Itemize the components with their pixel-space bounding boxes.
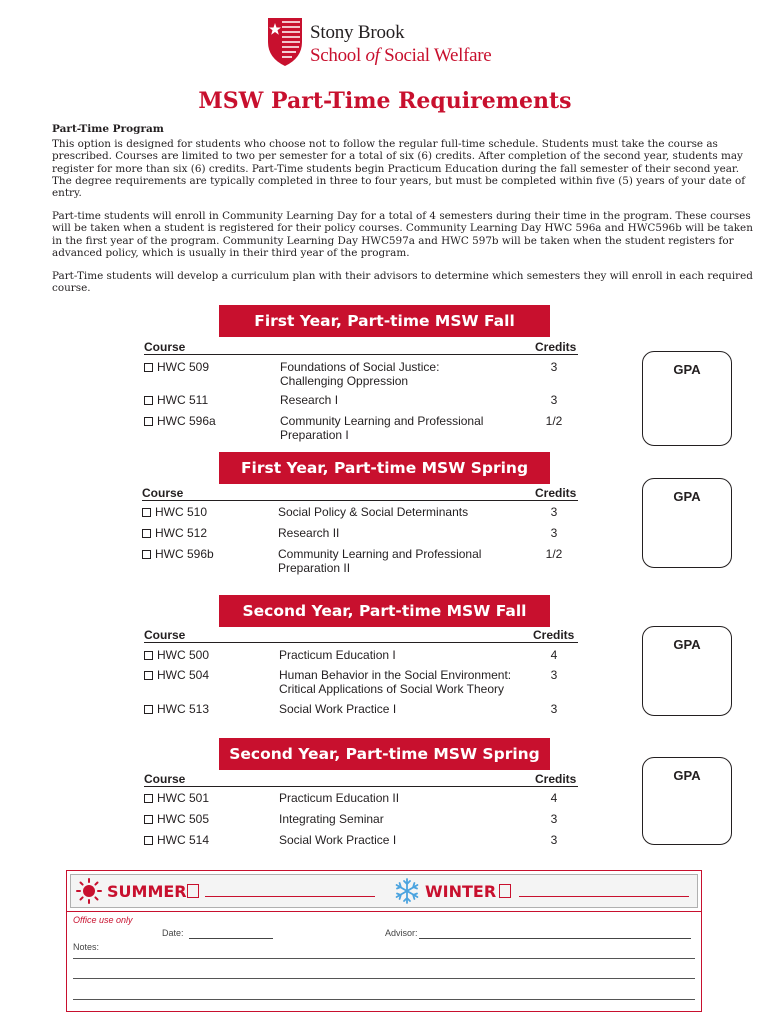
section-banner-first-year-spring: First Year, Part-time MSW Spring: [219, 452, 550, 484]
course-code-hwc-509[interactable]: HWC 509: [144, 361, 209, 375]
course-description: Practicum Education II: [279, 791, 400, 805]
logo-line-2: School of Social Welfare: [310, 45, 492, 66]
checkbox[interactable]: [144, 396, 153, 405]
gpa-box[interactable]: GPA: [642, 351, 732, 446]
course-credits: 3: [550, 702, 558, 716]
course-description: Practicum Education I: [279, 648, 396, 662]
course-credits: 3: [550, 360, 558, 374]
checkbox[interactable]: [144, 363, 153, 372]
gpa-box[interactable]: GPA: [642, 478, 732, 568]
header-divider: [142, 500, 578, 501]
header-divider: [144, 354, 578, 355]
checkbox[interactable]: [144, 794, 153, 803]
shield-logo-icon: [266, 16, 304, 68]
winter-checkbox[interactable]: [499, 884, 511, 898]
header-divider: [144, 642, 578, 643]
course-code-hwc-514[interactable]: HWC 514: [144, 834, 209, 848]
course-description: Community Learning and Professional Preparation II: [278, 547, 482, 575]
office-use-label: Office use only: [73, 915, 133, 925]
course-description: Integrating Seminar: [279, 812, 384, 826]
course-credits: 1/2: [545, 547, 563, 561]
advisor-field[interactable]: [419, 938, 691, 939]
checkbox[interactable]: [142, 508, 151, 517]
course-credits: 3: [550, 526, 558, 540]
course-description: Research I: [280, 393, 339, 407]
course-code-hwc-504[interactable]: HWC 504: [144, 669, 209, 683]
intro-text: [52, 123, 756, 305]
section-banner-second-year-spring: Second Year, Part-time MSW Spring: [219, 738, 550, 770]
page-title: MSW Part-Time Requirements: [198, 88, 572, 114]
summer-write-line[interactable]: [205, 896, 375, 897]
course-code-hwc-501[interactable]: HWC 501: [144, 792, 209, 806]
course-credits: 4: [550, 791, 558, 805]
checkbox[interactable]: [142, 529, 151, 538]
advisor-label: Advisor:: [385, 928, 418, 938]
checkbox[interactable]: [144, 417, 153, 426]
course-code-hwc-596a[interactable]: HWC 596a: [144, 415, 216, 429]
winter-label: WINTER: [425, 882, 497, 901]
course-description: Social Work Practice I: [279, 833, 397, 847]
checkbox[interactable]: [144, 836, 153, 845]
course-credits: 3: [550, 668, 558, 682]
course-description: Foundations of Social Justice: Challenging Oppression: [280, 360, 440, 388]
course-description: Social Work Practice I: [279, 702, 397, 716]
course-description: Research II: [278, 526, 340, 540]
credits-header: Credits: [535, 772, 577, 786]
checkbox[interactable]: [144, 651, 153, 660]
checkbox[interactable]: [144, 671, 153, 680]
date-label: Date:: [162, 928, 184, 938]
sun-icon: [75, 877, 103, 905]
course-credits: 4: [550, 648, 558, 662]
snowflake-icon: [393, 877, 421, 905]
summer-label: SUMMER: [107, 882, 187, 901]
intro-subheading: Part-Time Program: [52, 123, 164, 135]
course-credits: 3: [550, 393, 558, 407]
course-code-hwc-511[interactable]: HWC 511: [144, 394, 208, 408]
intro-paragraph-2: Part-time students will enroll in Community Learning Day for a total of 4 semesters during their time in the program. These courses will be taken when a student is registered for their policy courses. Community Learning Day HWC 596a and HWC596b will be taken in the first year of the program. Community Learning Day HWC597a and HWC 597b will be taken when the student registers for advanced policy, which is usually in their third year of the program.: [52, 210, 753, 259]
date-field[interactable]: [189, 938, 273, 939]
intro-paragraph-1: This option is designed for students who choose not to follow the regular full-time schedule. Students must take the course as prescribed. Courses are limited to two per semester for a total of six (6) credits. After completion of the second year, students may register for more than six (6) credits. Part-Time students begin Practicum Education during the fall semester of their second year. The degree requirements are typically completed in three to four years, but must be completed within five (5) years of your date of entry.: [52, 138, 746, 200]
course-credits: 3: [550, 833, 558, 847]
section-banner-second-year-fall: Second Year, Part-time MSW Fall: [219, 595, 550, 627]
course-code-hwc-596b[interactable]: HWC 596b: [142, 548, 214, 562]
course-header: Course: [144, 772, 186, 786]
course-header: Course: [144, 628, 186, 642]
course-description: Social Policy & Social Determinants: [278, 505, 469, 519]
notes-label: Notes:: [73, 942, 100, 952]
office-use-section: [66, 912, 702, 1012]
logo-line-1: Stony Brook: [310, 22, 405, 43]
course-credits: 3: [550, 812, 558, 826]
credits-header: Credits: [535, 486, 577, 500]
gpa-box[interactable]: GPA: [642, 757, 732, 845]
course-code-hwc-500[interactable]: HWC 500: [144, 649, 209, 663]
credits-header: Credits: [533, 628, 575, 642]
notes-line[interactable]: [73, 978, 695, 979]
course-description: Community Learning and Professional Preparation I: [280, 414, 484, 442]
course-code-hwc-505[interactable]: HWC 505: [144, 813, 209, 827]
course-description: Human Behavior in the Social Environment: Critical Applications of Social Work Theory: [279, 668, 512, 696]
checkbox[interactable]: [142, 550, 151, 559]
course-code-hwc-513[interactable]: HWC 513: [144, 703, 209, 717]
header-divider: [144, 786, 578, 787]
notes-line[interactable]: [73, 999, 695, 1000]
course-code-hwc-512[interactable]: HWC 512: [142, 527, 207, 541]
checkbox[interactable]: [144, 815, 153, 824]
course-credits: 1/2: [545, 414, 563, 428]
summer-checkbox[interactable]: [187, 884, 199, 898]
gpa-box[interactable]: GPA: [642, 626, 732, 716]
course-credits: 3: [550, 505, 558, 519]
credits-header: Credits: [535, 340, 577, 354]
term-selection-bar: [66, 870, 702, 912]
school-logo: [266, 16, 526, 72]
checkbox[interactable]: [144, 705, 153, 714]
course-header: Course: [142, 486, 184, 500]
section-banner-first-year-fall: First Year, Part-time MSW Fall: [219, 305, 550, 337]
notes-line[interactable]: [73, 958, 695, 959]
intro-paragraph-3: Part-Time students will develop a curriculum plan with their advisors to determine which semesters they will enroll in each required course.: [52, 270, 753, 295]
course-code-hwc-510[interactable]: HWC 510: [142, 506, 207, 520]
winter-write-line[interactable]: [519, 896, 689, 897]
course-header: Course: [144, 340, 186, 354]
